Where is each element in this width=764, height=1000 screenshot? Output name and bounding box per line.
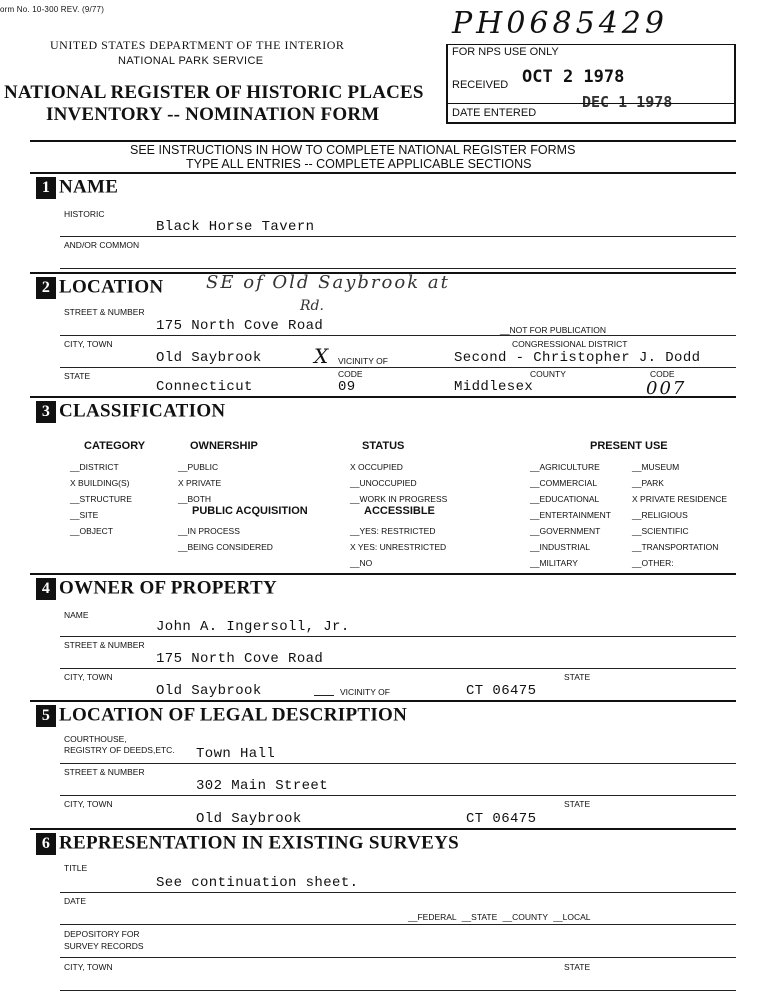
depository-label-1: DEPOSITORY FOR — [64, 929, 140, 939]
section-4-heading — [36, 577, 277, 600]
survey-city-label: CITY, TOWN — [64, 962, 113, 972]
congressional-value: Second - Christopher J. Dodd — [454, 350, 701, 366]
legal-state-value: CT 06475 — [466, 811, 537, 827]
entered-label: DATE ENTERED — [452, 107, 537, 119]
street-label: STREET & NUMBER — [64, 307, 145, 317]
section-3-number: 3 — [36, 401, 56, 423]
header-rule — [30, 140, 736, 142]
section-6-heading — [36, 832, 459, 855]
city-label: CITY, TOWN — [64, 339, 113, 349]
owner-city-label: CITY, TOWN — [64, 672, 113, 682]
accessible-item: __YES: RESTRICTED — [350, 526, 436, 536]
status-item: __WORK IN PROGRESS — [350, 494, 448, 504]
instructions-2: TYPE ALL ENTRIES -- COMPLETE APPLICABLE SECTIONS — [186, 157, 532, 171]
accessible-heading: ACCESSIBLE — [364, 505, 435, 517]
county-label: COUNTY — [530, 369, 566, 379]
acquisition-list — [178, 523, 273, 555]
present-use-item: X PRIVATE RESIDENCE — [632, 494, 728, 504]
nps-use-box — [446, 44, 736, 124]
ownership-heading: OWNERSHIP — [190, 440, 258, 452]
section-3-heading — [36, 400, 225, 423]
present-use-item: __OTHER: — [632, 558, 674, 568]
historic-value: Black Horse Tavern — [156, 219, 315, 235]
entered-date: DEC 1 1978 — [582, 93, 673, 111]
accessible-list — [350, 523, 446, 571]
section-2-number: 2 — [36, 277, 56, 299]
survey-state-label: STATE — [564, 962, 591, 972]
legal-city-label: CITY, TOWN — [64, 799, 113, 809]
handwritten-note-2: Rd. — [300, 298, 324, 314]
survey-date-label: DATE — [64, 896, 87, 906]
state-label: STATE — [64, 371, 91, 381]
section-5-title: LOCATION OF LEGAL DESCRIPTION — [59, 704, 408, 726]
received-date: OCT 2 1978 — [522, 67, 625, 87]
vicinity-mark: X — [314, 344, 329, 368]
status-item: __UNOCCUPIED — [350, 478, 417, 488]
present-use-list-1 — [530, 459, 611, 571]
code2-label: CODE — [650, 369, 675, 379]
received-label: RECEIVED — [452, 79, 509, 91]
section-1-heading — [36, 176, 118, 199]
ownership-list — [178, 459, 221, 507]
category-list — [70, 459, 132, 539]
common-label: AND/OR COMMON — [64, 240, 140, 250]
code-value: 09 — [338, 379, 356, 395]
present-use-item: __ENTERTAINMENT — [530, 510, 611, 520]
form-title-2: INVENTORY -- NOMINATION FORM — [46, 104, 380, 125]
instructions-1: SEE INSTRUCTIONS IN HOW TO COMPLETE NATIONAL REGISTER FORMS — [130, 143, 576, 157]
owner-street-label: STREET & NUMBER — [64, 640, 145, 650]
present-use-list-2 — [632, 459, 727, 571]
department: UNITED STATES DEPARTMENT OF THE INTERIOR — [50, 38, 345, 52]
acquisition-item: __BEING CONSIDERED — [178, 542, 273, 552]
section-6-number: 6 — [36, 833, 56, 855]
owner-city-value: Old Saybrook — [156, 683, 262, 699]
legal-street-label: STREET & NUMBER — [64, 767, 145, 777]
accessible-item: X YES: UNRESTRICTED — [350, 542, 447, 552]
present-use-heading: PRESENT USE — [590, 440, 668, 452]
section-2-heading — [36, 276, 163, 299]
category-heading: CATEGORY — [84, 440, 146, 452]
street-value: 175 North Cove Road — [156, 318, 324, 334]
legal-street-value: 302 Main Street — [196, 778, 329, 794]
section-5-number: 5 — [36, 705, 56, 727]
present-use-item: __EDUCATIONAL — [530, 494, 600, 504]
owner-state-value: CT 06475 — [466, 683, 537, 699]
nps-box-label: FOR NPS USE ONLY — [452, 46, 559, 58]
owner-vicinity-label: VICINITY OF — [340, 687, 390, 697]
section-1-title: NAME — [59, 176, 119, 198]
section-3-title: CLASSIFICATION — [59, 400, 226, 422]
present-use-item: __PARK — [632, 478, 664, 488]
courthouse-value: Town Hall — [196, 746, 276, 762]
section-6-title: REPRESENTATION IN EXISTING SURVEYS — [59, 832, 460, 854]
present-use-item: __COMMERCIAL — [530, 478, 598, 488]
city-value: Old Saybrook — [156, 350, 262, 366]
legal-state-label: STATE — [564, 799, 591, 809]
legal-city-value: Old Saybrook — [196, 811, 302, 827]
congressional-label: CONGRESSIONAL DISTRICT — [512, 339, 628, 349]
survey-title-value: See continuation sheet. — [156, 875, 359, 891]
service: NATIONAL PARK SERVICE — [118, 55, 264, 67]
category-item: __OBJECT — [70, 526, 113, 536]
survey-title-label: TITLE — [64, 863, 88, 873]
survey-levels: __FEDERAL __STATE __COUNTY __LOCAL — [408, 912, 591, 922]
owner-name-value: John A. Ingersoll, Jr. — [156, 619, 350, 635]
courthouse-label-1: COURTHOUSE, — [64, 734, 127, 744]
owner-street-value: 175 North Cove Road — [156, 651, 324, 667]
category-item: __DISTRICT — [70, 462, 119, 472]
accessible-item: __NO — [350, 558, 373, 568]
status-item: X OCCUPIED — [350, 462, 403, 472]
section-4-title: OWNER OF PROPERTY — [59, 577, 278, 599]
status-heading: STATUS — [362, 440, 405, 452]
present-use-item: __GOVERNMENT — [530, 526, 601, 536]
acquisition-heading: PUBLIC ACQUISITION — [192, 505, 308, 517]
acquisition-item: __IN PROCESS — [178, 526, 240, 536]
present-use-item: __RELIGIOUS — [632, 510, 688, 520]
present-use-item: __INDUSTRIAL — [530, 542, 590, 552]
not-for-publication: __NOT FOR PUBLICATION — [500, 325, 606, 335]
vicinity-label: VICINITY OF — [338, 356, 388, 366]
county-value: Middlesex — [454, 379, 534, 395]
courthouse-label-2: REGISTRY OF DEEDS,ETC. — [64, 745, 175, 755]
historic-label: HISTORIC — [64, 209, 105, 219]
depository-label-2: SURVEY RECORDS — [64, 941, 144, 951]
state-value: Connecticut — [156, 379, 253, 395]
ownership-item: __BOTH — [178, 494, 212, 504]
present-use-item: __MILITARY — [530, 558, 578, 568]
category-item: X BUILDING(S) — [70, 478, 130, 488]
category-item: __STRUCTURE — [70, 494, 132, 504]
present-use-item: __MUSEUM — [632, 462, 680, 472]
present-use-item: __SCIENTIFIC — [632, 526, 689, 536]
status-list — [350, 459, 447, 507]
code-label: CODE — [338, 369, 363, 379]
present-use-item: __TRANSPORTATION — [632, 542, 719, 552]
stamp-number: PH0685429 — [452, 6, 668, 41]
category-item: __SITE — [70, 510, 99, 520]
ownership-item: __PUBLIC — [178, 462, 219, 472]
owner-name-label: NAME — [64, 610, 89, 620]
ownership-item: X PRIVATE — [178, 478, 222, 488]
present-use-item: __AGRICULTURE — [530, 462, 600, 472]
owner-state-label: STATE — [564, 672, 591, 682]
section-2-title: LOCATION — [59, 276, 164, 298]
county-code-value: 007 — [646, 378, 687, 399]
section-4-number: 4 — [36, 578, 56, 600]
form-title-1: NATIONAL REGISTER OF HISTORIC PLACES — [4, 82, 424, 103]
handwritten-note: SE of Old Saybrook at — [206, 272, 450, 293]
form-number: orm No. 10-300 REV. (9/77) — [0, 5, 105, 14]
section-5-heading — [36, 704, 407, 727]
section-1-number: 1 — [36, 177, 56, 199]
